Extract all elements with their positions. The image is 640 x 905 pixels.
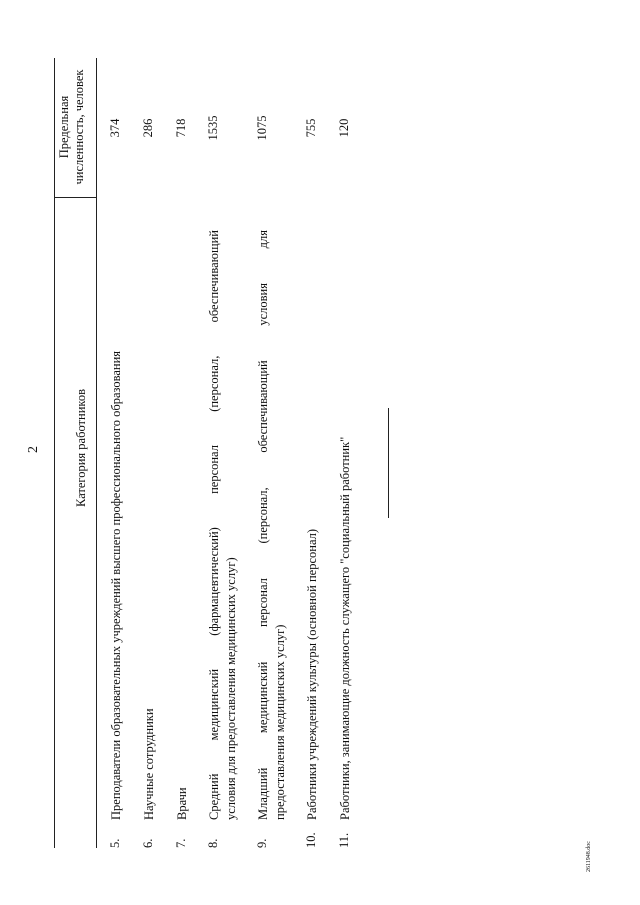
row-number: 11. — [337, 832, 351, 848]
row-number: 5. — [108, 838, 122, 848]
rotated-table-page — [26, 48, 394, 848]
table-header-bottom-border — [96, 58, 97, 848]
row-number: 6. — [141, 838, 155, 848]
table-top-border — [54, 58, 55, 848]
row-limit-value: 286 — [141, 118, 155, 138]
row-category-text: Врачи — [175, 787, 189, 820]
row-limit-value: 1535 — [206, 115, 220, 141]
row-number: 8. — [206, 838, 220, 848]
row-limit-value: 120 — [337, 118, 351, 138]
row-category-text: предоставления медицинских услуг) — [273, 624, 287, 820]
row-limit-value: 755 — [304, 118, 318, 138]
header-category: Категория работников — [74, 389, 88, 507]
row-category-text: Преподаватели образовательных учреждений высшего профессионального образования — [109, 350, 123, 820]
row-limit-value: 374 — [108, 118, 122, 138]
row-category-text: Средний медицинский (фармацевтический) персонал (персонал, обеспечивающий — [207, 230, 221, 820]
row-category-text: Работники учреждений культуры (основной персонал) — [305, 528, 319, 820]
row-category-text: Работники, занимающие должность служащего "социальный работник" — [338, 436, 352, 820]
page-number: 2 — [26, 446, 41, 453]
row-limit-value: 718 — [174, 118, 188, 138]
document-code: 2611948.doc — [586, 841, 592, 872]
header-column-divider — [54, 197, 96, 198]
footnote-separator — [388, 408, 389, 518]
row-category-text: условия для предоставления медицинских услуг) — [224, 557, 238, 820]
row-number: 10. — [304, 832, 318, 848]
header-limit-line2: численность, человек — [72, 69, 86, 185]
row-number: 7. — [174, 838, 188, 848]
row-number: 9. — [255, 838, 269, 848]
row-limit-value: 1075 — [255, 115, 269, 141]
header-limit-line1: Предельная — [57, 95, 71, 159]
row-category-text: Научные сотрудники — [142, 708, 156, 820]
row-category-text: Младший медицинский персонал (персонал, обеспечивающий условия для — [256, 230, 270, 820]
